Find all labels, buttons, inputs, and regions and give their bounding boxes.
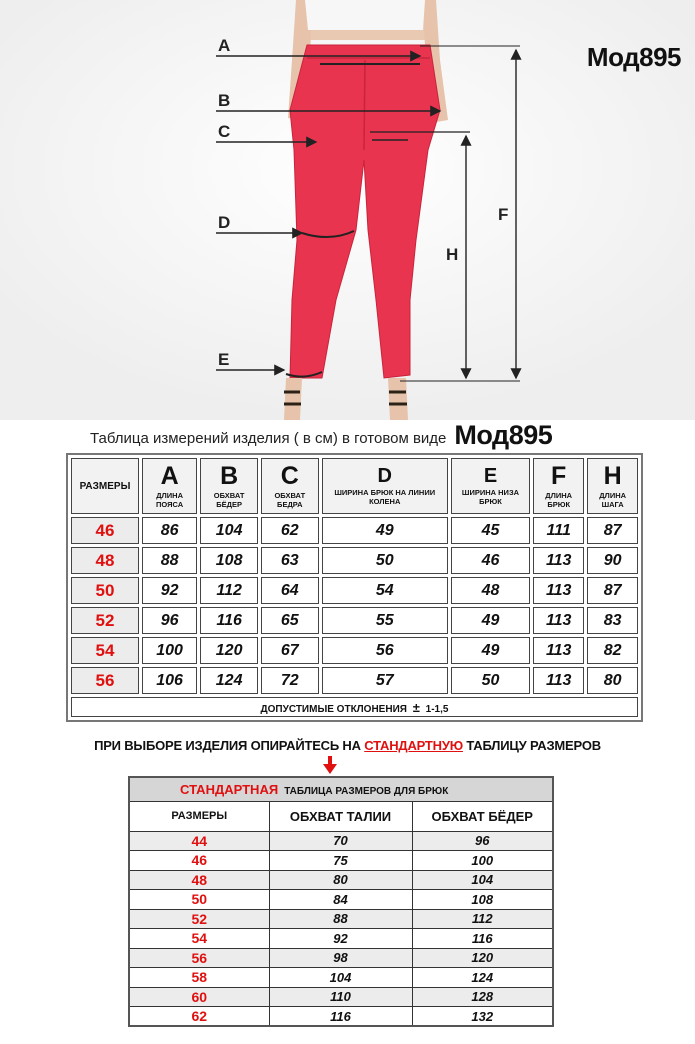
model-number-2: 895 [508, 420, 553, 450]
table-row [129, 851, 553, 871]
label-c: C [218, 122, 231, 141]
table-cell: 62 [261, 517, 319, 544]
column-letter: F [551, 462, 567, 490]
table-cell: 100 [142, 637, 197, 664]
table-cell: 50 [322, 547, 448, 574]
size-cell: 48 [71, 547, 139, 574]
tolerance-row [71, 697, 638, 717]
size-cell: 46 [129, 851, 269, 871]
waist-cell: 75 [269, 851, 412, 871]
table-cell: 92 [142, 577, 197, 604]
table-cell: 113 [533, 577, 584, 604]
tolerance-label: ДОПУСТИМЫЕ ОТКЛОНЕНИЯ [260, 703, 407, 715]
column-label: ДЛИНА ШАГА [599, 491, 627, 509]
table-row [71, 517, 638, 544]
table-row [129, 1007, 553, 1027]
table-cell: 46 [451, 547, 530, 574]
size-column-header: РАЗМЕРЫ [71, 458, 139, 514]
hips-cell: 104 [412, 870, 553, 890]
waist-cell: 80 [269, 870, 412, 890]
table-row [129, 948, 553, 968]
table-cell: 57 [322, 667, 448, 694]
size-cell: 56 [129, 948, 269, 968]
waist-cell: 84 [269, 890, 412, 910]
header-waist: ОБХВАТ ТАЛИИ [269, 801, 412, 831]
size-cell: 50 [71, 577, 139, 604]
measurement-table [66, 453, 643, 722]
table-cell: 86 [142, 517, 197, 544]
table-row [129, 929, 553, 949]
table-cell: 80 [587, 667, 638, 694]
column-letter: B [220, 462, 239, 490]
table-cell: 87 [587, 517, 638, 544]
table-cell: 96 [142, 607, 197, 634]
column-header-c [261, 458, 319, 514]
table-row [71, 667, 638, 694]
hips-cell: 108 [412, 890, 553, 910]
table-cell: 90 [587, 547, 638, 574]
waist-cell: 104 [269, 968, 412, 988]
table-row [129, 831, 553, 851]
table-cell: 88 [142, 547, 197, 574]
table-cell: 50 [451, 667, 530, 694]
hips-cell: 96 [412, 831, 553, 851]
table-row [71, 547, 638, 574]
model-prefix-2: Мод [454, 420, 509, 450]
table-cell: 49 [451, 607, 530, 634]
model-badge-top [587, 42, 681, 73]
advice-after: ТАБЛИЦУ РАЗМЕРОВ [466, 738, 601, 753]
table-cell: 113 [533, 607, 584, 634]
table-cell: 111 [533, 517, 584, 544]
waist-cell: 116 [269, 1007, 412, 1027]
column-letter: E [483, 465, 498, 487]
tolerance-value: 1-1,5 [425, 703, 449, 715]
table-row [129, 890, 553, 910]
table-cell: 83 [587, 607, 638, 634]
table-cell: 72 [261, 667, 319, 694]
column-letter: H [603, 462, 622, 490]
column-letter: D [377, 465, 392, 487]
caption-highlight: СТАНДАРТНАЯ [180, 781, 279, 797]
standard-table-caption [129, 777, 553, 801]
table-row [129, 870, 553, 890]
column-header-d [322, 458, 448, 514]
table-row [129, 968, 553, 988]
header-hips: ОБХВАТ БЁДЕР [412, 801, 553, 831]
standard-table-caption-row [129, 777, 553, 801]
table-cell: 113 [533, 637, 584, 664]
table-cell: 108 [200, 547, 258, 574]
waist-cell: 110 [269, 987, 412, 1007]
column-label: ШИРИНА НИЗА БРЮК [461, 488, 520, 506]
standard-size-table [128, 776, 554, 1027]
advice-before: ПРИ ВЫБОРЕ ИЗДЕЛИЯ ОПИРАЙТЕСЬ НА [94, 738, 361, 753]
size-cell: 52 [129, 909, 269, 929]
label-f: F [498, 205, 509, 224]
table-cell: 104 [200, 517, 258, 544]
table-cell: 64 [261, 577, 319, 604]
table-cell: 82 [587, 637, 638, 664]
table-cell: 120 [200, 637, 258, 664]
size-cell: 52 [71, 607, 139, 634]
table-row [71, 607, 638, 634]
table-cell: 63 [261, 547, 319, 574]
waist-cell: 98 [269, 948, 412, 968]
column-header-e [451, 458, 530, 514]
waist-cell: 88 [269, 909, 412, 929]
plus-minus-sign: ± [412, 699, 420, 715]
arrow-down-icon [323, 756, 337, 774]
column-label: ДЛИНА ПОЯСА [156, 491, 184, 509]
table-cell: 49 [451, 637, 530, 664]
size-cell: 62 [129, 1007, 269, 1027]
column-label: ОБХВАТ БЕДРА [274, 491, 306, 509]
label-b: B [218, 91, 231, 110]
caption-rest: ТАБЛИЦА РАЗМЕРОВ ДЛЯ БРЮК [284, 785, 449, 797]
table-cell: 67 [261, 637, 319, 664]
column-letter: A [160, 462, 179, 490]
label-a: A [218, 36, 231, 55]
column-label: ОБХВАТ БЁДЕР [213, 491, 245, 509]
measurement-figure [0, 0, 695, 420]
column-header-h [587, 458, 638, 514]
size-cell: 46 [71, 517, 139, 544]
standard-table-header-row [129, 801, 553, 831]
measurement-table-title [90, 419, 690, 451]
hips-cell: 132 [412, 1007, 553, 1027]
model-badge-table [454, 420, 552, 451]
table-cell: 65 [261, 607, 319, 634]
column-header-b [200, 458, 258, 514]
table-cell: 116 [200, 607, 258, 634]
size-cell: 50 [129, 890, 269, 910]
table-cell: 112 [200, 577, 258, 604]
table-cell: 87 [587, 577, 638, 604]
table-cell: 48 [451, 577, 530, 604]
size-cell: 58 [129, 968, 269, 988]
table-row [71, 637, 638, 664]
measurement-header-row [71, 458, 638, 514]
label-d: D [218, 213, 231, 232]
size-cell: 44 [129, 831, 269, 851]
size-cell: 54 [71, 637, 139, 664]
table-row [129, 987, 553, 1007]
size-cell: 48 [129, 870, 269, 890]
label-e: E [218, 350, 230, 369]
hips-cell: 120 [412, 948, 553, 968]
size-cell: 54 [129, 929, 269, 949]
size-cell: 56 [71, 667, 139, 694]
hips-cell: 128 [412, 987, 553, 1007]
advice-highlight: СТАНДАРТНУЮ [364, 738, 463, 753]
hips-cell: 112 [412, 909, 553, 929]
column-label: ШИРИНА БРЮК НА ЛИНИИ КОЛЕНА [334, 488, 436, 506]
hips-cell: 116 [412, 929, 553, 949]
column-letter: C [280, 462, 299, 490]
label-h: H [446, 245, 459, 264]
table-cell: 106 [142, 667, 197, 694]
column-header-a [142, 458, 197, 514]
model-prefix: Мод [586, 42, 640, 72]
waist-cell: 92 [269, 929, 412, 949]
table-cell: 54 [322, 577, 448, 604]
hips-cell: 100 [412, 851, 553, 871]
table-cell: 49 [322, 517, 448, 544]
table-cell: 55 [322, 607, 448, 634]
advice-line [0, 738, 695, 753]
waist-cell: 70 [269, 831, 412, 851]
table-cell: 45 [451, 517, 530, 544]
size-cell: 60 [129, 987, 269, 1007]
tolerance-cell [71, 697, 638, 717]
table-cell: 56 [322, 637, 448, 664]
model-number: 895 [639, 42, 681, 72]
table-cell: 113 [533, 547, 584, 574]
table-cell: 113 [533, 667, 584, 694]
table-cell: 124 [200, 667, 258, 694]
column-label: ДЛИНА БРЮК [545, 491, 573, 509]
hips-cell: 124 [412, 968, 553, 988]
table-row [129, 909, 553, 929]
table-row [71, 577, 638, 604]
measurement-title-text: Таблица измерений изделия ( в см) в готовом виде [90, 430, 447, 447]
header-sizes: РАЗМЕРЫ [129, 801, 269, 831]
column-header-f [533, 458, 584, 514]
